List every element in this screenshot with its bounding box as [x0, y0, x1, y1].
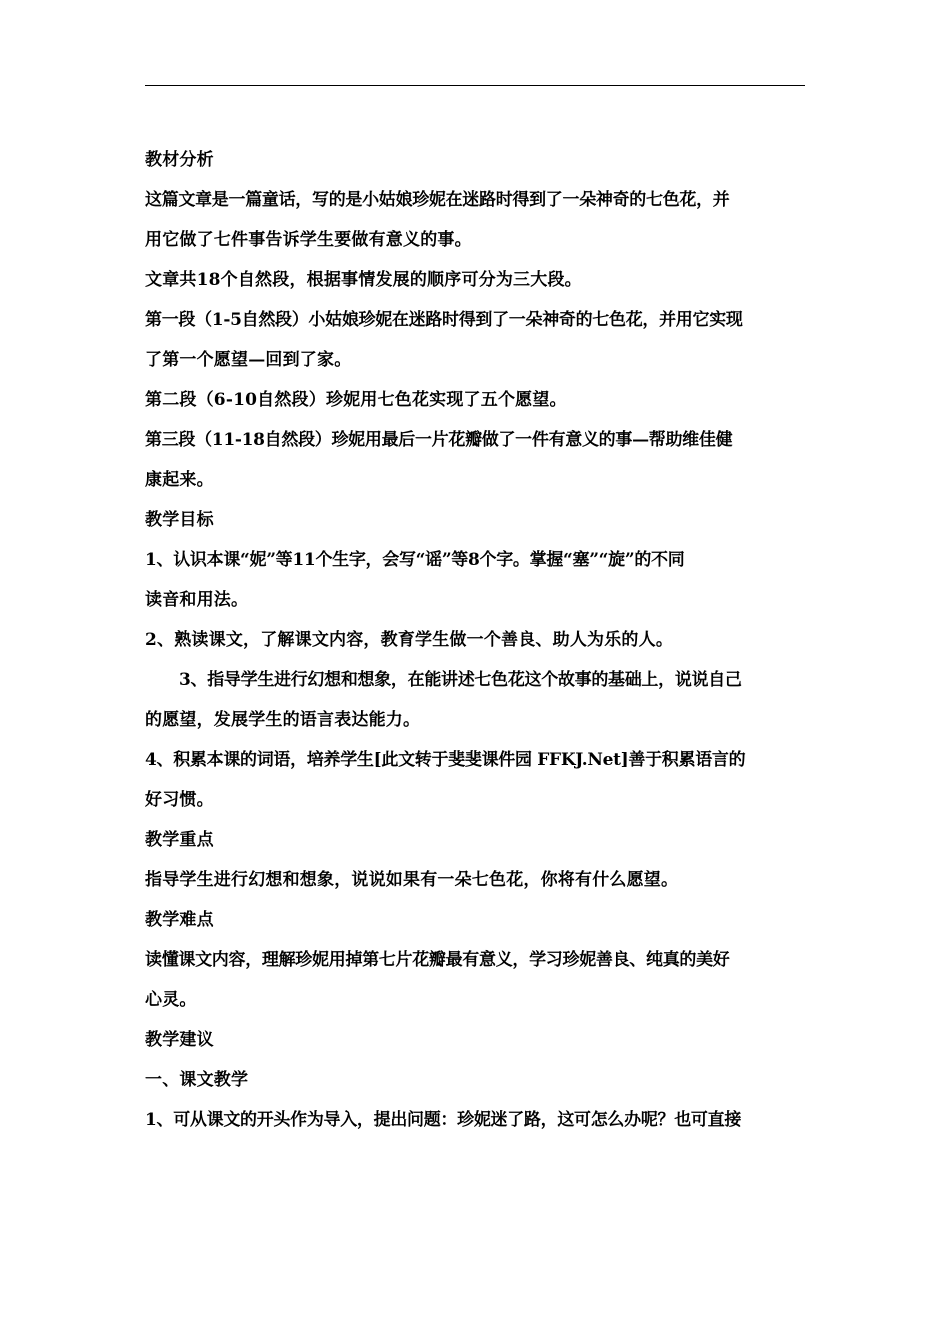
heading-teaching-suggestions: 教学建议	[145, 1030, 214, 1050]
list-item-line: 1、可从课文的开头作为导入，提出问题：珍妮迷了路，这可怎么办呢？也可直接	[145, 1110, 742, 1130]
paragraph-line: 指导学生进行幻想和想象，说说如果有一朵七色花，你将有什么愿望。	[145, 870, 679, 890]
paragraph-line: 用它做了七件事告诉学生要做有意义的事。	[145, 230, 472, 250]
list-item-line: 的愿望，发展学生的语言表达能力。	[145, 710, 421, 730]
paragraph-line: 第二段（6-10自然段）珍妮用七色花实现了五个愿望。	[145, 390, 567, 410]
subheading-lesson-teaching: 一、课文教学	[145, 1070, 249, 1090]
list-item-line: 1、认识本课“妮”等11个生字，会写“谣”等8个字。掌握“塞”“旋”的不同	[145, 550, 685, 570]
paragraph-line: 这篇文章是一篇童话，写的是小姑娘珍妮在迷路时得到了一朵神奇的七色花，并	[145, 190, 730, 210]
list-item-line: 好习惯。	[145, 790, 214, 810]
list-item-line: 读音和用法。	[145, 590, 249, 610]
heading-teaching-goals: 教学目标	[145, 510, 214, 530]
paragraph-line: 第一段（1-5自然段）小姑娘珍妮在迷路时得到了一朵神奇的七色花，并用它实现	[145, 310, 743, 330]
paragraph-line: 读懂课文内容，理解珍妮用掉第七片花瓣最有意义，学习珍妮善良、纯真的美好	[145, 950, 730, 970]
list-item-line: 4、积累本课的词语，培养学生[此文转于斐斐课件园 FFKJ.Net]善于积累语言的	[145, 750, 746, 770]
paragraph-line: 了第一个愿望—回到了家。	[145, 350, 352, 370]
heading-teaching-difficulty: 教学难点	[145, 910, 214, 930]
paragraph-line: 第三段（11-18自然段）珍妮用最后一片花瓣做了一件有意义的事—帮助维佳健	[145, 430, 733, 450]
document-body	[145, 140, 807, 1140]
heading-textbook-analysis: 教材分析	[145, 150, 214, 170]
header-rule	[145, 85, 805, 86]
paragraph-line: 心灵。	[145, 990, 197, 1010]
paragraph-line: 康起来。	[145, 470, 214, 490]
list-item-line: 2、熟读课文，了解课文内容，教育学生做一个善良、助人为乐的人。	[145, 630, 674, 650]
paragraph-line: 文章共18个自然段，根据事情发展的顺序可分为三大段。	[145, 270, 582, 290]
list-item-line: 3、指导学生进行幻想和想象，在能讲述七色花这个故事的基础上，说说自己	[179, 670, 742, 690]
heading-teaching-focus: 教学重点	[145, 830, 214, 850]
